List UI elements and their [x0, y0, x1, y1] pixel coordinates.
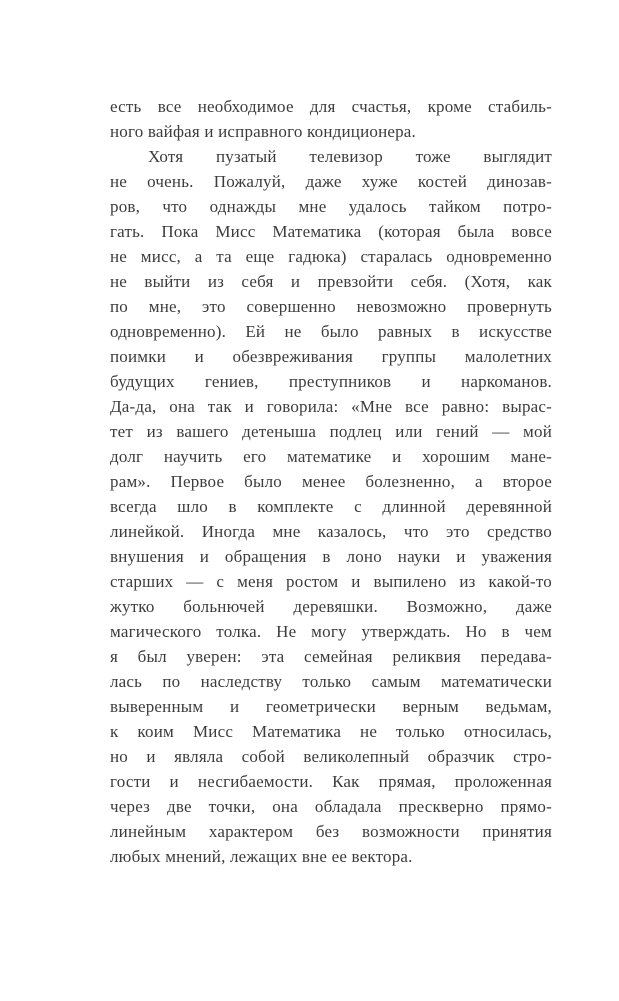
- text-line: ров, что однажды мне удалось тайком потро-: [110, 197, 552, 216]
- text-line: рам». Первое было менее болезненно, а второе: [110, 472, 552, 491]
- text-line: тет из вашего детеныша подлец или гений — мой: [110, 422, 552, 441]
- paragraph: [110, 94, 552, 144]
- text-line: любых мнений, лежащих вне ее вектора.: [110, 847, 413, 866]
- text-line: Да-да, она так и говорила: «Мне все равно: вырас-: [110, 397, 552, 416]
- text-line: внушения и обращения в лоно науки и уважения: [110, 547, 552, 566]
- text-line: через две точки, она обладала прескверно прямо-: [110, 797, 552, 816]
- text-line: я был уверен: эта семейная реликвия передава-: [110, 647, 552, 666]
- text-line: одновременно). Ей не было равных в искусстве: [110, 322, 552, 341]
- text-line: жутко больнючей деревяшки. Возможно, даже: [110, 597, 552, 616]
- text-line: к коим Мисс Математика не только относилась,: [110, 722, 552, 741]
- text-line: выверенным и геометрически верным ведьмам,: [110, 697, 552, 716]
- text-line: поимки и обезвреживания группы малолетних: [110, 347, 552, 366]
- text-line: не выйти из себя и превзойти себя. (Хотя, как: [110, 272, 552, 291]
- text-line: есть все необходимое для счастья, кроме стабиль-: [110, 97, 552, 116]
- text-line: гости и несгибаемости. Как прямая, проложенная: [110, 772, 552, 791]
- text-line: линейкой. Иногда мне казалось, что это средство: [110, 522, 552, 541]
- page-text: [110, 94, 552, 869]
- paragraph: [110, 144, 552, 869]
- text-line: будущих гениев, преступников и наркоманов.: [110, 372, 552, 391]
- text-line: Хотя пузатый телевизор тоже выглядит: [148, 147, 552, 166]
- text-line: но и являла собой великолепный образчик стро-: [110, 747, 552, 766]
- text-line: всегда шло в комплекте с длинной деревянной: [110, 497, 552, 516]
- text-line: долг научить его математике и хорошим мане-: [110, 447, 552, 466]
- text-line: старших — с меня ростом и выпилено из какой-то: [110, 572, 552, 591]
- text-line: магического толка. Не могу утверждать. Но в чем: [110, 622, 552, 641]
- text-line: по мне, это совершенно невозможно провернуть: [110, 297, 552, 316]
- text-line: ного вайфая и исправного кондиционера.: [110, 122, 417, 141]
- text-line: гать. Пока Мисс Математика (которая была вовсе: [110, 222, 552, 241]
- text-line: линейным характером без возможности принятия: [110, 822, 552, 841]
- text-line: не мисс, а та еще гадюка) старалась одновременно: [110, 247, 552, 266]
- text-line: лась по наследству только самым математически: [110, 672, 552, 691]
- text-line: не очень. Пожалуй, даже хуже костей динозав-: [110, 172, 552, 191]
